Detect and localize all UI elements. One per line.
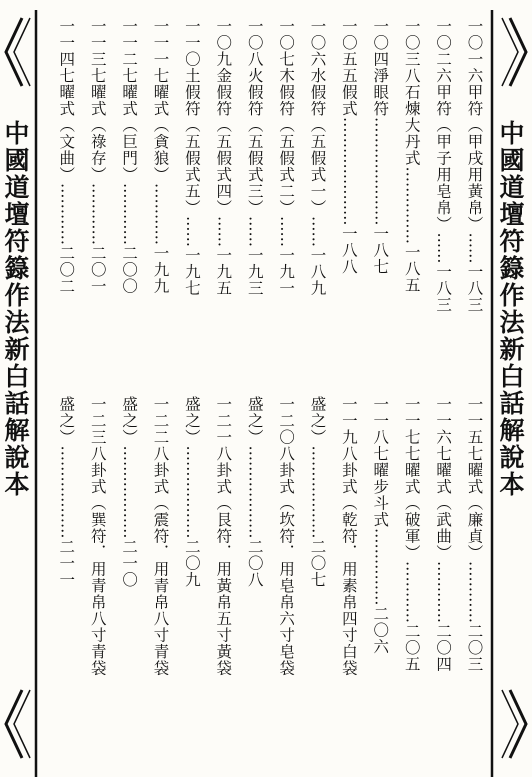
- toc-entry[interactable]: [183, 18, 199, 297]
- toc-entry[interactable]: [340, 396, 356, 677]
- toc-entry-page: 一九七: [182, 247, 201, 297]
- toc-entry-leader: …………: [88, 183, 107, 245]
- toc-entry[interactable]: [466, 396, 482, 673]
- toc-entry-leader: ……: [308, 216, 327, 247]
- toc-entry-page: 一八九: [308, 247, 327, 297]
- toc-entry-number: 一一六: [434, 396, 453, 446]
- toc-entry-page: 二〇三: [465, 623, 484, 673]
- toc-entry-title: 盛之）: [308, 396, 327, 446]
- toc-entry-page: 二〇〇: [120, 245, 139, 295]
- toc-entry-page: 一八三: [434, 263, 453, 313]
- toc-entry[interactable]: [58, 396, 74, 588]
- toc-entry-title: 盛之）: [245, 396, 264, 446]
- toc-entry-page: 二〇五: [402, 623, 421, 673]
- toc-entry-page: 一九九: [151, 245, 170, 295]
- toc-entry-title: 八卦式（巽符．用青帛八寸青袋: [88, 445, 107, 677]
- toc-entry-page: 二〇二: [57, 245, 76, 295]
- toc-entry[interactable]: [89, 396, 105, 677]
- toc-entry[interactable]: [215, 18, 231, 297]
- toc-entry-title: 木假符（五假式二）: [277, 67, 296, 216]
- toc-entry-page: 二〇九: [182, 538, 201, 588]
- toc-entry-number: 一二二: [151, 396, 170, 446]
- table-of-contents: [42, 18, 487, 758]
- toc-entry-number: 一二〇: [277, 396, 296, 446]
- toc-entry[interactable]: [340, 18, 356, 275]
- toc-entry[interactable]: [121, 396, 137, 588]
- toc-entry-title: 盛之）: [57, 396, 76, 446]
- toc-entry-number: 一〇六: [308, 18, 327, 68]
- toc-entry-title: 八卦式（乾符．用素帛四寸白袋: [339, 445, 358, 677]
- toc-entry-page: 一八八: [339, 225, 358, 275]
- toc-entry-page: 二〇六: [371, 605, 390, 655]
- toc-entry-leader: ……: [214, 216, 233, 247]
- running-title-left: 中國道壇符籙作法新白話解說本: [1, 120, 30, 498]
- toc-entry-title: 七曜式（祿存）: [88, 67, 107, 183]
- toc-entry-title: 七曜式（破軍）: [402, 445, 421, 561]
- toc-entry-page: 一九五: [214, 247, 233, 297]
- toc-entry-title: 水假符（五假式一）: [308, 67, 327, 216]
- toc-entry-number: 一〇二: [434, 18, 453, 68]
- toc-entry[interactable]: [278, 396, 294, 677]
- toc-entry-number: 一一一: [151, 18, 170, 68]
- toc-entry-title: 盛之）: [120, 396, 139, 446]
- toc-entry-leader: ……: [182, 216, 201, 247]
- toc-entry[interactable]: [246, 18, 262, 297]
- toc-entry-title: 火假符（五假式三）: [245, 67, 264, 216]
- toc-entry-page: 二〇八: [245, 538, 264, 588]
- toc-entry[interactable]: [152, 396, 168, 677]
- toc-entry-leader: …………: [434, 561, 453, 623]
- toc-entry-title: 七曜式（巨門）: [120, 67, 139, 183]
- toc-entry-leader: ………………: [245, 445, 264, 539]
- toc-entry-leader: ……………: [402, 166, 421, 244]
- toc-entry-leader: …………: [402, 561, 421, 623]
- toc-entry-title: 土假符（五假式五）: [182, 67, 201, 216]
- toc-entry-leader: ………………: [182, 445, 201, 539]
- toc-entry[interactable]: [435, 18, 451, 313]
- toc-entry-leader: …………………: [339, 117, 358, 226]
- toc-entry-leader: ……: [434, 232, 453, 264]
- toc-entry[interactable]: [246, 396, 262, 588]
- running-title-right: 中國道壇符籙作法新白話解說本: [496, 120, 525, 498]
- toc-entry-number: 一二三: [88, 396, 107, 446]
- toc-entry-page: 一九一: [277, 247, 296, 297]
- toc-entry-page: 一八五: [402, 244, 421, 294]
- toc-entry[interactable]: [309, 18, 325, 297]
- toc-entry-leader: …………………: [371, 117, 390, 226]
- toc-entry-title: 七曜式（武曲）: [434, 445, 453, 561]
- toc-entry-page: 一九三: [245, 247, 264, 297]
- toc-entry-number: 一〇三: [402, 18, 421, 68]
- toc-entry-page: 二一〇: [120, 538, 139, 588]
- toc-entry-title: 金假符（五假式四）: [214, 67, 233, 216]
- toc-entry-page: 一八三: [465, 263, 484, 313]
- toc-entry-page: 一八七: [371, 225, 390, 275]
- toc-entry-leader: …………: [57, 183, 76, 245]
- toc-entry-page: 二〇四: [434, 623, 453, 673]
- toc-entry-leader: ……………: [371, 528, 390, 606]
- toc-entry-leader: ………………: [57, 445, 76, 539]
- toc-entry-title: 六甲符（甲戌用黃帛）: [465, 67, 484, 233]
- toc-entry-leader: ……: [245, 216, 264, 247]
- toc-entry-number: 一〇七: [277, 18, 296, 68]
- toc-entry-title: 八卦式（艮符．用黃帛五寸黃袋: [214, 445, 233, 677]
- toc-entry-number: 一一二: [120, 18, 139, 68]
- toc-entry[interactable]: [372, 18, 388, 275]
- toc-entry-title: 八卦式（坎符．用皂帛六寸皂袋: [277, 445, 296, 677]
- toc-entry-number: 一一九: [339, 396, 358, 446]
- toc-entry-number: 一一八: [371, 396, 390, 446]
- toc-entry[interactable]: [466, 18, 482, 313]
- toc-entry-page: 二〇一: [88, 245, 107, 295]
- toc-entry-number: 一〇八: [245, 18, 264, 68]
- toc-entry[interactable]: [403, 396, 419, 673]
- toc-entry-title: 八卦式（震符．用青帛八寸青袋: [151, 445, 170, 677]
- toc-entry[interactable]: [278, 18, 294, 297]
- toc-entry-title: 五假式: [339, 67, 358, 117]
- toc-entry-number: 一一〇: [182, 18, 201, 68]
- toc-entry[interactable]: [372, 396, 388, 655]
- toc-entry[interactable]: [152, 18, 168, 295]
- toc-entry-title: 七曜式（廉貞）: [465, 445, 484, 561]
- toc-entry-title: 盛之）: [182, 396, 201, 446]
- toc-entry-number: 一一五: [465, 396, 484, 446]
- toc-entry-number: 一〇四: [371, 18, 390, 68]
- toc-entry-number: 一〇一: [465, 18, 484, 68]
- toc-entry-leader: ………………: [120, 445, 139, 539]
- toc-entry-number: 一一三: [88, 18, 107, 68]
- toc-entry-title: 七曜式（文曲）: [57, 67, 76, 183]
- toc-entry-number: 一一四: [57, 18, 76, 68]
- toc-entry[interactable]: [183, 396, 199, 588]
- toc-entry-title: 淨眼符: [371, 67, 390, 117]
- toc-entry[interactable]: [403, 18, 419, 294]
- toc-entry[interactable]: [121, 18, 137, 295]
- toc-entry[interactable]: [309, 396, 325, 588]
- toc-entry-title: 七曜式（貪狼）: [151, 67, 170, 183]
- toc-entry[interactable]: [435, 396, 451, 673]
- toc-entry-title: 八石煉大丹式: [402, 67, 421, 167]
- toc-entry-leader: …………: [120, 183, 139, 245]
- toc-entry-title: 七曜步斗式: [371, 445, 390, 528]
- toc-entry-number: 一〇九: [214, 18, 233, 68]
- toc-entry-page: 二一一: [57, 538, 76, 588]
- toc-entry-number: 一一七: [402, 396, 421, 446]
- toc-entry[interactable]: [89, 18, 105, 295]
- toc-entry-leader: ……: [277, 216, 296, 247]
- toc-entry[interactable]: [58, 18, 74, 295]
- toc-entry-leader: ……: [465, 232, 484, 264]
- toc-entry-page: 二〇七: [308, 538, 327, 588]
- toc-entry-leader: …………: [465, 561, 484, 623]
- toc-entry[interactable]: [215, 396, 231, 677]
- toc-entry-number: 一〇五: [339, 18, 358, 68]
- toc-entry-title: 六甲符（甲子用皂帛）: [434, 67, 453, 233]
- toc-entry-number: 一二一: [214, 396, 233, 446]
- toc-entry-leader: …………: [151, 183, 170, 245]
- toc-entry-leader: ………………: [308, 445, 327, 539]
